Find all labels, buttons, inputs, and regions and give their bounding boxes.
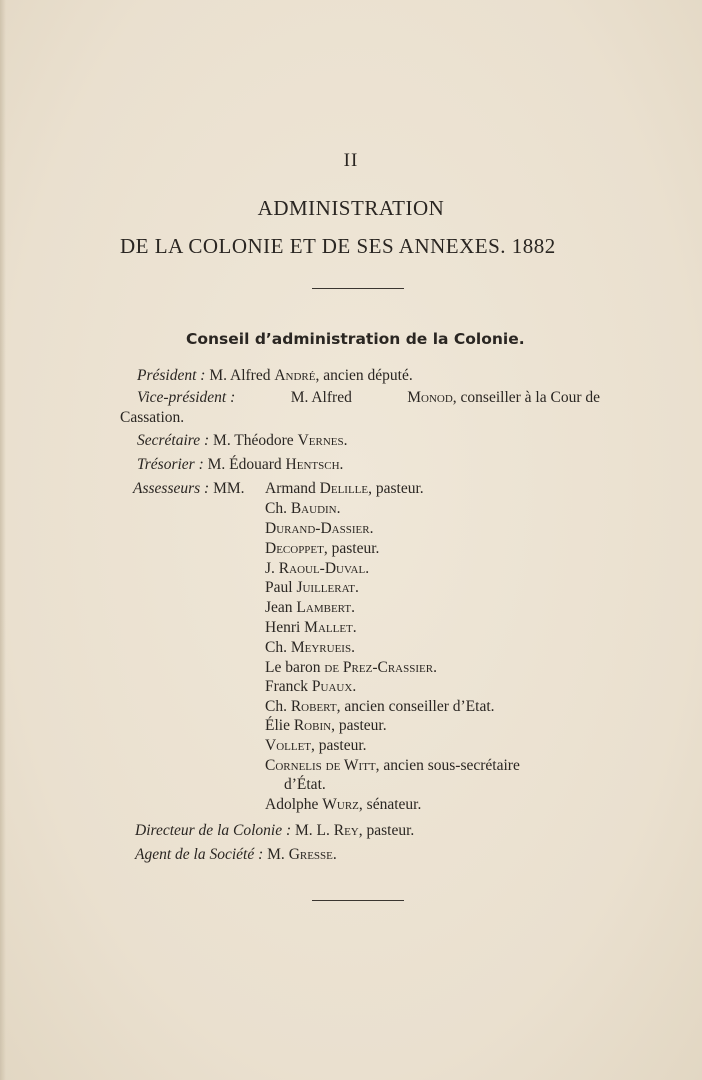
tresorier-suffix: .: [339, 456, 344, 473]
page-title-line-2: DE LA COLONIE ET DE SES ANNEXES. 1882: [120, 234, 556, 258]
assesseur-member: Franck Puaux.: [265, 678, 357, 695]
agent-line: [135, 845, 337, 865]
assesseur-member-continuation: d’État.: [284, 776, 326, 793]
secretaire-suffix: .: [343, 432, 348, 449]
assesseur-member: Paul Juillerat.: [265, 579, 359, 596]
directeur-line: [135, 821, 414, 841]
agent-role: Agent de la Société :: [135, 846, 264, 863]
assesseur-member: Armand Delille, pasteur.: [265, 480, 424, 497]
assesseur-member: Élie Robin, pasteur.: [265, 717, 387, 734]
agent-surname: Gresse: [288, 846, 333, 863]
president-prefix: M. Alfred: [205, 367, 275, 384]
secretaire-prefix: M. Théodore: [209, 432, 298, 449]
assesseur-member: Durand-Dassier.: [265, 520, 374, 537]
agent-prefix: M.: [263, 846, 289, 863]
directeur-suffix: , pasteur.: [358, 822, 415, 839]
council-heading: Conseil d’administration de la Colonie.: [186, 330, 525, 348]
assesseur-member: Adolphe Wurz, sénateur.: [265, 796, 422, 813]
vice-president-role: Vice-président :: [137, 389, 236, 406]
president-line: [137, 366, 413, 386]
vice-president-continuation: Cassation.: [120, 409, 185, 426]
vice-president-line: [137, 388, 600, 408]
agent-suffix: .: [332, 846, 337, 863]
assesseur-member: Ch. Baudin.: [265, 500, 341, 517]
assesseur-member: Vollet, pasteur.: [265, 737, 367, 754]
page-title-line-1: ADMINISTRATION: [257, 196, 445, 220]
president-surname: André: [274, 367, 316, 384]
divider-top: [312, 288, 404, 289]
assesseur-member: Ch. Robert, ancien conseiller d’Etat.: [265, 698, 495, 715]
section-number: II: [343, 150, 359, 171]
secretaire-role: Secrétaire :: [137, 432, 210, 449]
vice-president-suffix: , conseiller à la Cour de: [452, 389, 600, 406]
assesseur-member: Cornelis de Witt, ancien sous-secrétaire: [265, 757, 520, 774]
assesseur-member: Le baron de Prez-Crassier.: [265, 659, 437, 676]
vice-president-surname: Monod: [407, 389, 453, 406]
assesseur-member: Henri Mallet.: [265, 619, 357, 636]
president-role: Président :: [137, 367, 206, 384]
assesseur-member: Jean Lambert.: [265, 599, 355, 616]
secretaire-line: [137, 431, 347, 451]
president-suffix: , ancien député.: [315, 367, 413, 384]
divider-bottom: [312, 900, 404, 901]
directeur-prefix: M. L.: [291, 822, 334, 839]
assesseurs-label-line: [133, 479, 245, 499]
directeur-role: Directeur de la Colonie :: [135, 822, 292, 839]
directeur-surname: Rey: [333, 822, 359, 839]
tresorier-surname: Hentsch: [285, 456, 340, 473]
tresorier-role: Trésorier :: [137, 456, 204, 473]
secretaire-surname: Vernes: [297, 432, 344, 449]
tresorier-prefix: M. Édouard: [203, 456, 286, 473]
assesseurs-title: MM.: [209, 480, 245, 497]
vice-president-prefix: M. Alfred: [290, 389, 352, 406]
assesseur-member: J. Raoul-Duval.: [265, 560, 370, 577]
tresorier-line: [137, 455, 343, 475]
assesseur-member: Decoppet, pasteur.: [265, 540, 380, 557]
assesseur-member: Ch. Meyrueis.: [265, 639, 355, 656]
assesseurs-role: Assesseurs :: [133, 480, 210, 497]
